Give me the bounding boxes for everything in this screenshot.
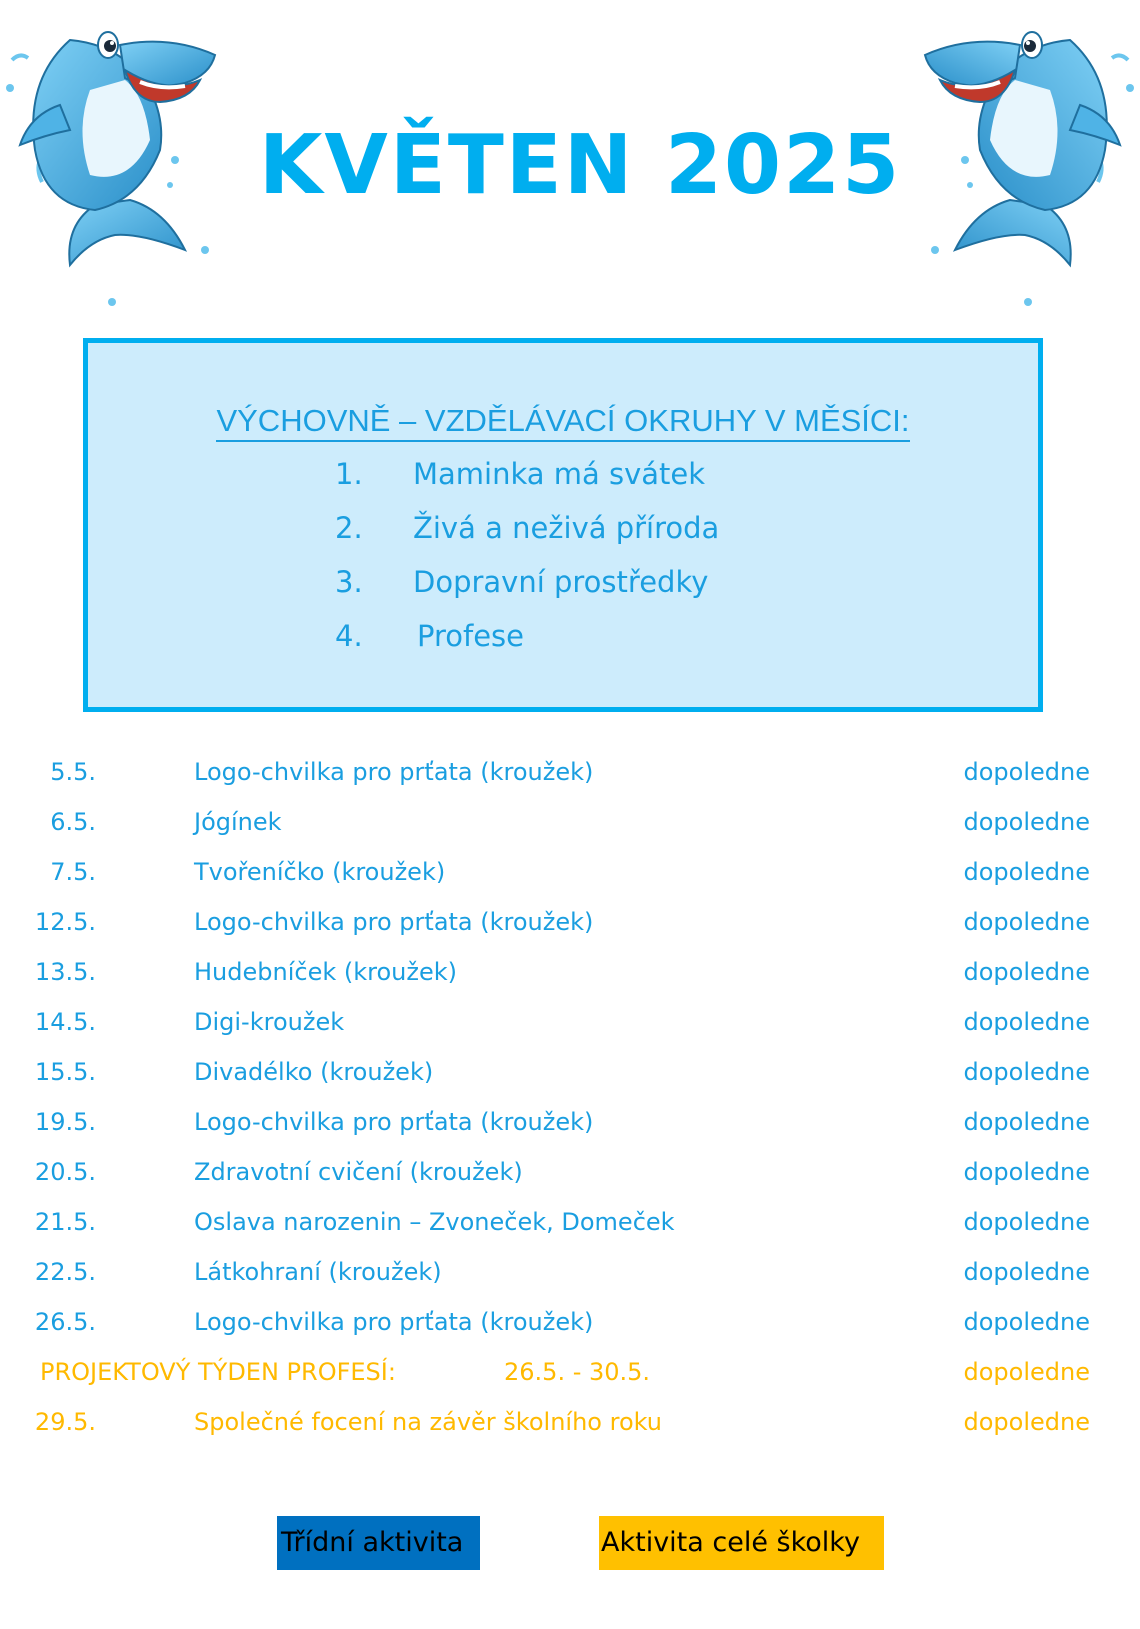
row-time: dopoledne <box>963 858 1090 886</box>
project-week-label: PROJEKTOVÝ TÝDEN PROFESÍ: <box>40 1358 396 1386</box>
row-date: 21.5. <box>34 1208 96 1236</box>
row-date: 13.5. <box>34 958 96 986</box>
row-activity: Hudebníček (kroužek) <box>194 958 457 986</box>
row-date: 22.5. <box>34 1258 96 1286</box>
schedule-row <box>0 1158 1140 1198</box>
row-activity: Jógínek <box>194 808 282 836</box>
row-time: dopoledne <box>963 958 1090 986</box>
row-time: dopoledne <box>963 1208 1090 1236</box>
row-time: dopoledne <box>963 808 1090 836</box>
schedule-row <box>0 1308 1140 1348</box>
topic-number: 1. <box>335 457 363 491</box>
row-activity: Látkohraní (kroužek) <box>194 1258 442 1286</box>
schedule-row <box>0 1258 1140 1298</box>
row-time: dopoledne <box>963 758 1090 786</box>
project-week-dates: 26.5. - 30.5. <box>504 1358 651 1386</box>
schedule-row <box>0 808 1140 848</box>
row-date: 12.5. <box>34 908 96 936</box>
row-activity: Společné focení na závěr školního roku <box>194 1408 662 1436</box>
topic-text: Maminka má svátek <box>413 457 706 491</box>
topic-text: Dopravní prostředky <box>413 565 709 599</box>
row-time: dopoledne <box>963 1358 1090 1386</box>
row-time: dopoledne <box>963 1158 1090 1186</box>
row-time: dopoledne <box>963 1058 1090 1086</box>
row-activity: Logo-chvilka pro prťata (kroužek) <box>194 758 594 786</box>
row-time: dopoledne <box>963 1308 1090 1336</box>
row-date: 15.5. <box>34 1058 96 1086</box>
schedule-row <box>0 1108 1140 1148</box>
row-date: 14.5. <box>34 1008 96 1036</box>
topic-number: 4. <box>335 619 363 653</box>
row-activity: Logo-chvilka pro prťata (kroužek) <box>194 908 594 936</box>
topics-heading <box>88 403 1038 439</box>
dolphin-left-icon <box>0 0 230 320</box>
row-date: 7.5. <box>50 858 96 886</box>
topic-number: 3. <box>335 565 363 599</box>
row-date: 6.5. <box>50 808 96 836</box>
row-time: dopoledne <box>963 1108 1090 1136</box>
row-date: 5.5. <box>50 758 96 786</box>
schedule-row <box>0 958 1140 998</box>
schedule-row <box>0 908 1140 948</box>
topics-heading-text: VÝCHOVNĚ – VZDĚLÁVACÍ OKRUHY V MĚSÍCI: <box>216 403 909 442</box>
row-date: 29.5. <box>34 1408 96 1436</box>
row-time: dopoledne <box>963 1258 1090 1286</box>
schedule-row <box>0 758 1140 798</box>
row-activity: Divadélko (kroužek) <box>194 1058 434 1086</box>
schedule-row <box>0 1008 1140 1048</box>
row-time: dopoledne <box>963 1408 1090 1436</box>
legend-school-activity: Aktivita celé školky <box>599 1516 884 1570</box>
topic-text: Profese <box>417 619 525 653</box>
row-date: 26.5. <box>34 1308 96 1336</box>
row-activity: Zdravotní cvičení (kroužek) <box>194 1158 523 1186</box>
schedule-row-school <box>0 1408 1140 1448</box>
schedule-row <box>0 858 1140 898</box>
schedule-row <box>0 1208 1140 1248</box>
row-activity: Tvořeníčko (kroužek) <box>194 858 446 886</box>
row-time: dopoledne <box>963 908 1090 936</box>
topic-text: Živá a neživá příroda <box>413 511 720 545</box>
row-activity: Logo-chvilka pro prťata (kroužek) <box>194 1108 594 1136</box>
project-week-row <box>0 1358 1140 1398</box>
row-time: dopoledne <box>963 1008 1090 1036</box>
row-activity: Digi-kroužek <box>194 1008 345 1036</box>
schedule-row <box>0 1058 1140 1098</box>
row-date: 19.5. <box>34 1108 96 1136</box>
row-activity: Logo-chvilka pro prťata (kroužek) <box>194 1308 594 1336</box>
topics-box <box>83 338 1043 712</box>
topic-number: 2. <box>335 511 363 545</box>
legend-class-activity: Třídní aktivita <box>277 1516 480 1570</box>
row-date: 20.5. <box>34 1158 96 1186</box>
row-activity: Oslava narozenin – Zvoneček, Domeček <box>194 1208 675 1236</box>
page-title: KVĚTEN 2025 <box>258 118 902 213</box>
